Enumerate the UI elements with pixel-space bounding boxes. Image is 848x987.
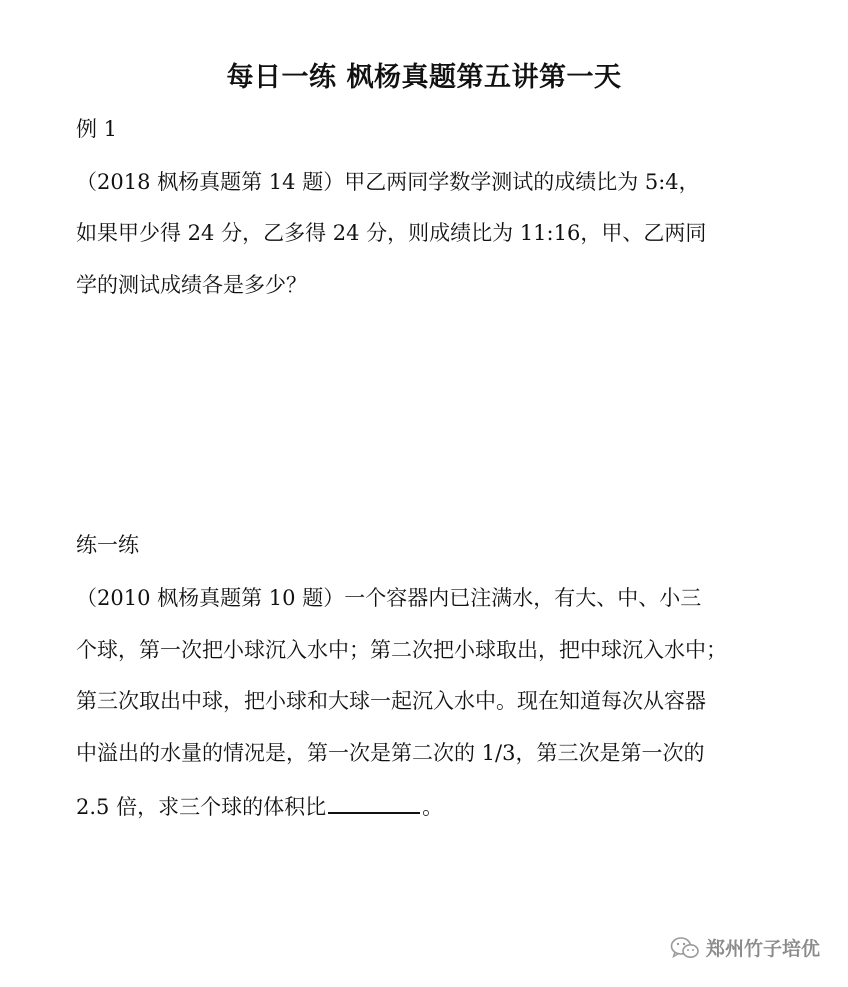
practice-line-2: 个球，第一次把小球沉入水中；第二次把小球取出，把中球沉入水中； (76, 638, 727, 662)
example-label: 例 1 (76, 117, 118, 141)
example-line-3: 学的测试成绩各是多少？ (76, 273, 307, 297)
page-title: 每日一练 枫杨真题第五讲第一天 (226, 62, 622, 93)
watermark (670, 934, 820, 961)
practice-line-5-text: 2.5 倍，求三个球的体积比 (76, 795, 327, 819)
example-line-2: 如果甲少得 24 分，乙多得 24 分，则成绩比为 11:16，甲、乙两同 (76, 221, 707, 245)
practice-line-5 (76, 792, 443, 822)
watermark-text: 郑州竹子培优 (705, 938, 820, 960)
wechat-icon (670, 936, 700, 960)
practice-label: 练一练 (76, 533, 139, 557)
answer-blank (328, 792, 420, 814)
practice-line-4: 中溢出的水量的情况是，第一次是第二次的 1/3，第三次是第一次的 (76, 741, 705, 765)
example-line-1: （2018 枫杨真题第 14 题）甲乙两同学数学测试的成绩比为 5:4， (76, 170, 700, 194)
practice-line-3: 第三次取出中球，把小球和大球一起沉入水中。现在知道每次从容器 (76, 689, 706, 713)
practice-line-5-end: 。 (422, 795, 444, 819)
practice-line-1: （2010 枫杨真题第 10 题）一个容器内已注满水，有大、中、小三 (76, 586, 702, 610)
